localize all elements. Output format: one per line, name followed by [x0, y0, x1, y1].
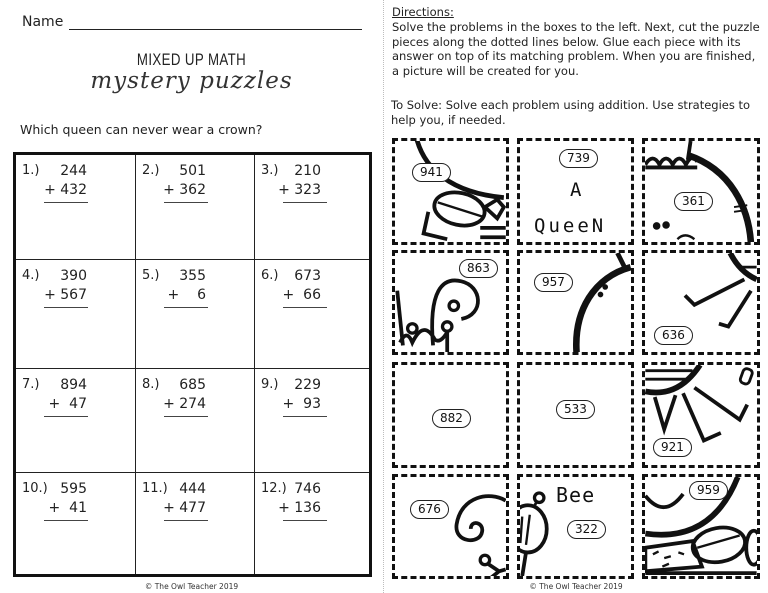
addend-bottom: + 274 [163, 396, 206, 412]
answer-label: 959 [689, 481, 728, 500]
addend-bottom: + 47 [48, 396, 87, 412]
puzzle-piece[interactable] [642, 250, 760, 355]
problem-box[interactable] [255, 260, 369, 369]
copyright-footer: © The Owl Teacher 2019 [529, 582, 623, 591]
puzzle-piece[interactable] [392, 250, 509, 355]
problem-number: 1.) [22, 163, 40, 178]
problem-number: 9.) [261, 377, 279, 392]
addend-top: 210 [294, 163, 321, 179]
answer-rule [44, 307, 88, 308]
puzzle-piece[interactable] [517, 138, 634, 245]
addend-top: 673 [294, 268, 321, 284]
directions-title: Directions: [392, 5, 454, 19]
answer-label: 533 [556, 400, 595, 419]
problem-box[interactable] [136, 369, 255, 473]
addend-top: 685 [179, 377, 206, 393]
addend-top: 355 [179, 268, 206, 284]
to-solve-text: To Solve: Solve each problem using addition. Use strategies to help you, if needed. [391, 98, 751, 127]
problem-box[interactable] [255, 473, 369, 574]
puzzle-piece[interactable] [517, 362, 634, 468]
puzzle-piece[interactable] [392, 138, 509, 245]
puzzle-piece[interactable] [642, 138, 760, 245]
addend-bottom: + 362 [163, 182, 206, 198]
answer-rule [283, 520, 327, 521]
problem-number: 11.) [142, 481, 168, 496]
answer-label: 636 [654, 326, 693, 345]
answer-rule [164, 307, 208, 308]
problem-number: 10.) [22, 481, 48, 496]
addend-top: 501 [179, 163, 206, 179]
answer-rule [44, 202, 88, 203]
addend-bottom: + 6 [167, 287, 206, 303]
answer-label: 957 [534, 273, 573, 292]
addend-bottom: + 432 [44, 182, 87, 198]
answer-label: 676 [410, 500, 449, 519]
problem-box[interactable] [136, 260, 255, 369]
puzzle-piece[interactable] [517, 474, 634, 579]
addend-top: 444 [179, 481, 206, 497]
answer-rule [283, 307, 327, 308]
problem-number: 3.) [261, 163, 279, 178]
puzzle-page [384, 0, 768, 593]
puzzle-piece[interactable] [392, 474, 509, 579]
name-label: Name [22, 14, 64, 30]
bee-body-illustration [395, 141, 506, 242]
addend-bottom: + 41 [48, 500, 87, 516]
addend-bottom: + 323 [278, 182, 321, 198]
addend-top: 229 [294, 377, 321, 393]
bee-face-illustration [520, 253, 631, 352]
puzzle-piece[interactable] [392, 362, 509, 468]
problem-number: 12.) [261, 481, 287, 496]
addend-bottom: + 136 [278, 500, 321, 516]
riddle-word-a: A [570, 179, 585, 201]
riddle-word-bee: Bee [556, 483, 596, 507]
directions-text: Solve the problems in the boxes to the left. Next, cut the puzzle pieces along the dotted lines below. Glue each piece with its answer on top of its matching problem. When you are finished, a picture will be created for you. [392, 20, 760, 78]
riddle-word-queen: QueeN [534, 215, 607, 237]
addend-top: 894 [60, 377, 87, 393]
answer-rule [164, 202, 208, 203]
addend-top: 390 [60, 268, 87, 284]
problem-box[interactable] [16, 260, 136, 369]
answer-rule [164, 520, 208, 521]
problem-box[interactable] [16, 369, 136, 473]
antenna-illustration [395, 477, 506, 576]
problem-number: 5.) [142, 268, 160, 283]
puzzle-piece[interactable] [642, 362, 760, 468]
problem-number: 7.) [22, 377, 40, 392]
answer-label: 863 [459, 259, 498, 278]
riddle-question: Which queen can never wear a crown? [20, 122, 263, 137]
answer-rule [164, 416, 208, 417]
answer-rule [283, 416, 327, 417]
problem-number: 8.) [142, 377, 160, 392]
problem-number: 6.) [261, 268, 279, 283]
addend-bottom: + 66 [282, 287, 321, 303]
answer-label: 322 [567, 520, 606, 539]
answer-label: 921 [653, 438, 692, 457]
answer-label: 882 [432, 409, 471, 428]
answer-rule [44, 520, 88, 521]
problem-number: 4.) [22, 268, 40, 283]
addend-top: 244 [60, 163, 87, 179]
answer-label: 941 [412, 163, 451, 182]
problem-box[interactable] [255, 155, 369, 260]
addend-top: 746 [294, 481, 321, 497]
problem-box[interactable] [136, 155, 255, 260]
title-line1: MIXED UP MATH [136, 50, 247, 69]
answer-label: 361 [674, 192, 713, 211]
name-row [22, 14, 362, 30]
copyright-footer: © The Owl Teacher 2019 [144, 582, 239, 591]
title-line2: mystery puzzles [90, 68, 293, 94]
problem-box[interactable] [136, 473, 255, 574]
addend-top: 595 [60, 481, 87, 497]
problem-box[interactable] [16, 155, 136, 260]
puzzle-piece[interactable] [642, 474, 760, 579]
problem-number: 2.) [142, 163, 160, 178]
puzzle-piece[interactable] [517, 250, 634, 355]
addend-bottom: + 93 [282, 396, 321, 412]
addend-bottom: + 477 [163, 500, 206, 516]
addend-bottom: + 567 [44, 287, 87, 303]
answer-rule [283, 202, 327, 203]
worksheet-page [0, 0, 383, 593]
answer-label: 739 [559, 149, 598, 168]
answer-rule [44, 416, 88, 417]
problem-box[interactable] [16, 473, 136, 574]
problem-grid [13, 152, 372, 577]
problem-box[interactable] [255, 369, 369, 473]
name-field[interactable] [69, 14, 362, 30]
